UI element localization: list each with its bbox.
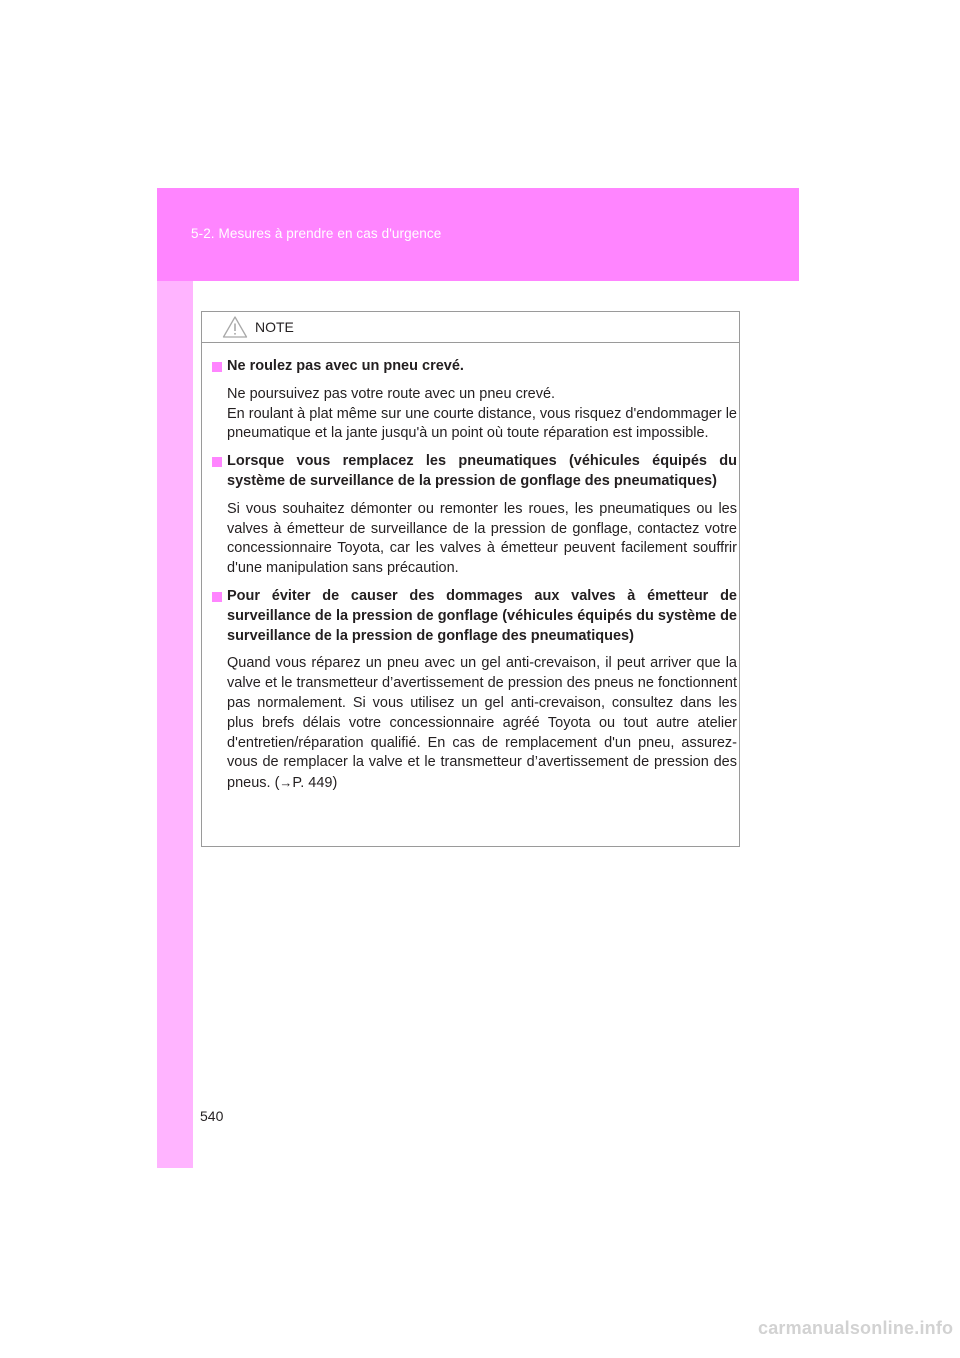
item-heading [211,452,737,492]
note-item [211,357,737,444]
paragraph-line: Ne poursuivez pas votre route avec un pneu crevé. [227,385,556,402]
watermark: carmanualsonline.info [758,1318,954,1338]
page-number: 540 [200,1108,224,1124]
square-bullet-icon [212,457,222,467]
warning-icon [222,315,248,339]
item-heading-text: Ne roulez pas avec un pneu crevé. [227,358,464,374]
square-bullet-icon [212,362,222,372]
square-bullet-icon [212,592,222,602]
page-reference-link[interactable]: P. 449) [292,775,338,792]
note-body [211,357,737,802]
paragraph-line: En roulant à plat même sur une courte distance, vous risquez d'endommager le pneumatique et la jante jusqu'à un point où toute réparation est impossible. [227,405,737,442]
paragraph-text: Quand vous réparez un pneu avec un gel anti-crevaison, il peut arriver que la valve et le transmetteur d’avertissement de pression des pneus ne fonctionnent pas normalement. Si vous utilisez un gel anti-crevaison, consultez dans les plus brefs délais votre concessionnaire agréé Toyota ou tout autre atelier d'entretien/réparation qualifié. En cas de remplacement d'un pneu, assurez-vous de remplacer la valve et le transmetteur d’avertissement de pression des pneus. ( [227,655,737,792]
item-paragraph [211,385,737,444]
item-heading-text: Pour éviter de causer des dommages aux valves à émetteur de surveillance de la pression de gonflage (véhicules équipés du système de surveillance de la pression de gonflage des pneumatiques) [227,587,737,644]
chapter-side-strip [157,281,193,1168]
paragraph-line: Si vous souhaitez démonter ou remonter les roues, les pneumatiques ou les valves à émetteur de surveillance de la pression de gonflage, contactez votre concessionnaire Toyota, car les valves à émetteur peuvent facilement souffrir d'une manipulation sans précaution. [227,500,737,577]
note-item [211,452,737,579]
section-title: 5-2. Mesures à prendre en cas d'urgence [191,226,442,241]
note-header [202,312,739,343]
item-heading-text: Lorsque vous remplacez les pneumatiques (véhicules équipés du système de surveillance de la pression de gonflage des pneumatiques) [227,453,737,489]
arrow-right-icon: → [279,775,293,791]
note-box [201,311,740,847]
note-label: NOTE [255,319,294,335]
item-heading [211,357,737,377]
note-item [211,587,737,794]
item-heading [211,587,737,646]
item-paragraph [211,500,737,579]
item-paragraph [211,654,737,794]
